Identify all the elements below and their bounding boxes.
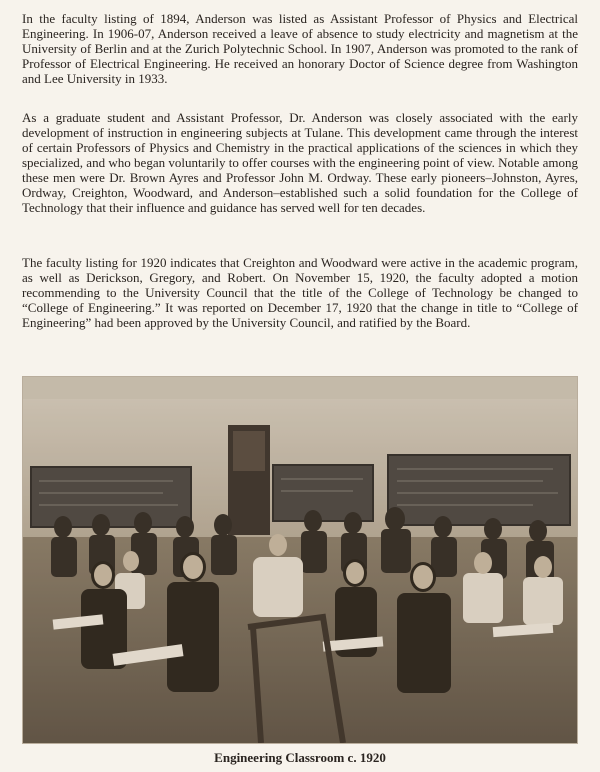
classroom-photo bbox=[22, 376, 578, 744]
paragraph-3: The faculty listing for 1920 indicates that Creighton and Woodward were active in the academic program, as well as Derickson, Gregory, and Robert. On November 15, 1920, the faculty adopted a motion recommending to the University Council that the title of the College of Technology be changed to “College of Engineering.” It was reported on December 17, 1920 that the change in title to “College of Engineering” had been approved by the University Council, and ratified by the Board. bbox=[22, 255, 578, 330]
paragraph-1: In the faculty listing of 1894, Anderson was listed as Assistant Professor of Physics and Electrical Engineering. In 1906-07, Anderson received a leave of absence to study electricity and magnetism at the University of Berlin and at the Zurich Polytechnic School. In 1907, Anderson was promoted to the rank of Professor of Electrical Engineering. He received an honorary Doctor of Science degree from Washington and Lee University in 1933. bbox=[22, 11, 578, 86]
paragraph-2: As a graduate student and Assistant Professor, Dr. Anderson was closely associated with the early development of instruction in engineering subjects at Tulane. This development came through the interest of certain Professors of Physics and Chemistry in the practical applications of the sciences in which they specialized, and who began voluntarily to offer courses with the engineering point of view. Notable among these men were Dr. Brown Ayres and Professor John M. Ordway. These early pioneers–Johnston, Ayres, Ordway, Creighton, Woodward, and Anderson–established such a solid foundation for the College of Technology that their influence and guidance has served well for ten decades. bbox=[22, 110, 578, 215]
photo-caption: Engineering Classroom c. 1920 bbox=[214, 750, 386, 765]
